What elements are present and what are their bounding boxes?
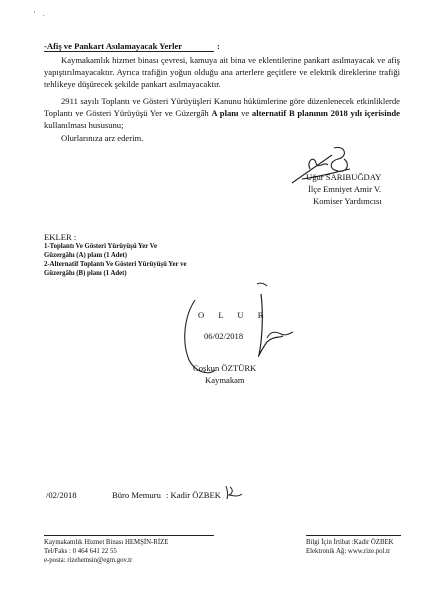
paragraph-text-middle: ve [238,108,252,118]
paragraph-placement-rules: Kaymakamlık hizmet binası çevresi, kamuya ait bina ve eklentilerine pankart asılmayacak ve afiş yapıştırılmayacaktır. Ayrıca trafiğin yoğun olduğu ana arterlere geçitlere ve elektrik direklerine trafiği tehlikeye düşürecek şekilde pankart asılmayacaktır. [44,55,400,89]
footer-rule-right [306,535,401,536]
paragraph-text-end: kullanılması hususunu; [44,120,124,130]
attachments-heading: EKLER : [44,232,77,242]
paragraph-plan-usage [44,95,400,131]
signer1-name: Uğur SARIBUĞDAY [306,172,382,182]
footer-contact: Bilgi İçin İrtibat :Kadir ÖZBEK [306,539,394,546]
corner-mark: ' . [34,11,48,18]
paragraph-text-bold-b: alternatif B planının 2018 yılı içerisinde [251,108,400,118]
paragraph-text-bold-a: A planı [211,108,239,118]
office-initials [224,484,244,500]
approval-name: Coşkun ÖZTÜRK [193,363,257,373]
paragraph-text-normal: 2911 sayılı Toplantı ve Gösteri Yürüyüşleri Kanunu hükümlerine göre düzenlenecek etkinliklerde Toplantı ve Gösteri Yürüyüşü Yer ve Güzergâh [44,96,400,118]
signer1-title2: Komiser Yardımcısı [313,196,382,206]
heading-colon: : [217,41,220,51]
attachment-1-line2: Güzergâhı (A) planı (1 Adet) [44,252,128,259]
approval-title: Kaymakam [205,375,245,385]
office-date: /02/2018 [46,490,77,500]
section-heading: -Afiş ve Pankart Asılamayacak Yerler [44,41,183,51]
attachment-2-line2: Güzergâhı (B) planı (1 Adet) [44,270,127,277]
footer-address: Kaymakamlık Hizmet Binası HEMŞİN-RİZE [44,539,169,546]
attachment-2-line1: 2-Alternatif Toplantı Ve Gösteri Yürüyüşü Yer ve [44,261,187,268]
office-name: : Kadir ÖZBEK [166,490,221,500]
office-label: Büro Memuru [112,490,161,500]
footer-email: e-posta: rizehemsin@egm.gov.tr [44,557,133,564]
footer-telfax: Tel/Faks : 0 464 641 22 55 [44,548,117,555]
signer1-title1: İlçe Emniyet Amir V. [308,184,382,194]
closing-line: Olurlarınıza arz ederim. [61,133,144,143]
approval-olur: O L U R [198,310,270,320]
footer-web: Elektronik Ağ: www.rize.pol.tr [306,548,391,555]
heading-underline [44,51,214,52]
footer-rule-left [44,535,214,536]
approval-date: 06/02/2018 [204,331,244,341]
attachment-1-line1: 1-Toplantı Ve Gösteri Yürüyüşü Yer Ve [44,243,157,250]
